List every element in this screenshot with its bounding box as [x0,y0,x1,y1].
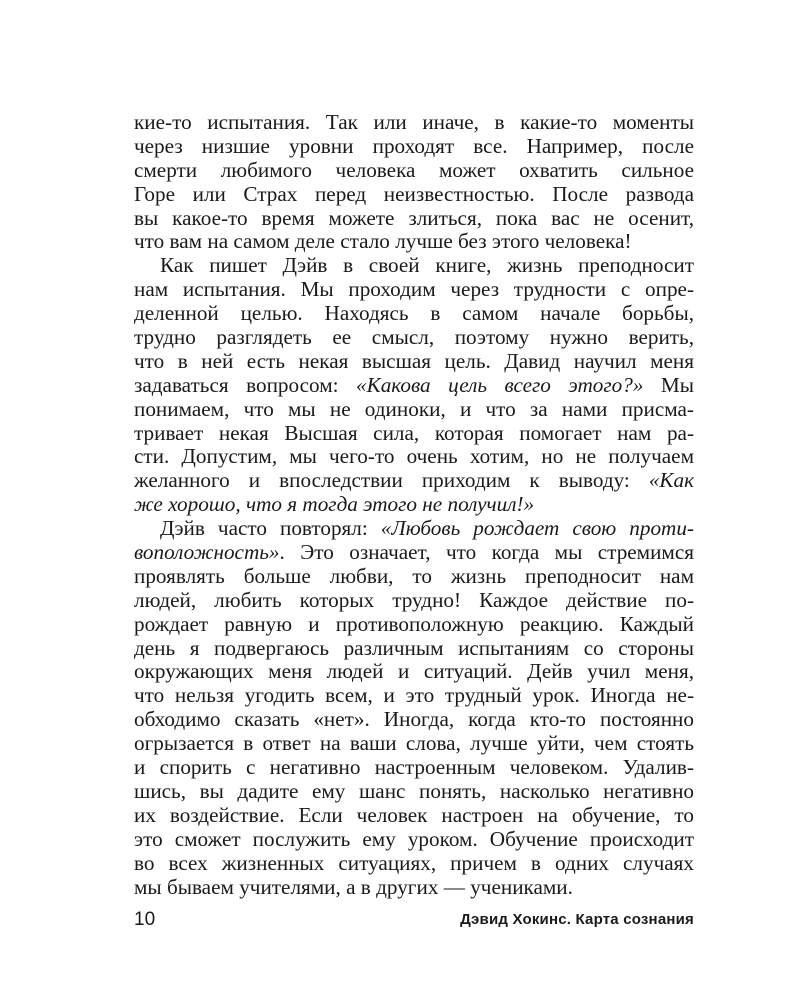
text-line: трудно разглядеть ее смысл, поэтому нужно верить, [134,325,694,350]
text-segment: желанного и впоследствии приходим к выводу: [134,468,649,493]
text-line: обходимо сказать «нет». Иногда, когда кто-то постоянно [134,707,694,732]
text-line [134,374,694,398]
text-line: людей, любить которых трудно! Каждое действие по- [134,587,694,612]
italic-quote: воположность» [134,540,280,565]
text-line: рождает равную и противоположную реакцию. Каждый [134,611,694,636]
text-line: понимаем, что мы не одиноки, и что за нами присма- [134,396,694,421]
text-line: окружающих меня людей и ситуаций. Дейв учил меня, [134,659,694,684]
text-line: во всех жизненных ситуациях, причем в одних случаях [134,850,694,875]
text-line: Как пишет Дэйв в своей книге, жизнь преподносит [160,253,694,278]
text-line: кие-то испытания. Так или иначе, в какие-то моменты [134,110,694,134]
text-line: тривает некая Высшая сила, которая помогает нам ра- [134,420,694,445]
text-line [134,517,694,541]
text-line: огрызается в ответ на ваши слова, лучше уйти, чем стоять [134,731,694,756]
text-segment: Дэйв часто повторял: [160,516,381,541]
text-segment: . Это означает, что когда мы стремимся [279,540,694,565]
text-line: проявлять больше любви, то жизнь преподносит нам [134,563,694,588]
text-line: Горе или Страх перед неизвестностью. После развода [134,181,694,206]
text-line: мы бываем учителями, а в других — учениками. [134,874,573,899]
text-segment: Мы [643,372,694,397]
text-line-italic: же хорошо, что я тогда этого не получил!» [134,492,535,517]
text-line: сти. Допустим, мы чего-то очень хотим, но не получаем [134,444,694,469]
body-text [134,111,694,899]
text-line: смерти любимого человека может охватить сильное [134,157,694,182]
italic-quote: «Любовь рождает свою проти- [380,516,694,541]
text-line [134,469,694,493]
text-line: что нельзя угодить всем, и это трудный урок. Иногда не- [134,683,694,708]
text-line: вы какое-то время можете злиться, пока вас не осенит, [134,205,694,230]
italic-quote: «Какова цель всего этого?» [356,372,644,397]
text-line: деленной целью. Находясь в самом начале борьбы, [134,301,694,326]
text-line: это сможет послужить ему уроком. Обучение происходит [134,826,694,851]
text-line: шись, вы дадите ему шанс понять, насколько негативно [134,778,694,803]
text-line: их воздействие. Если человек настроен на обучение, то [134,802,694,827]
text-line: и спорить с негативно настроенным человеком. Удалив- [134,755,694,780]
text-line: что вам на самом деле стало лучше без этого человека! [134,229,632,254]
text-line [134,541,694,565]
running-title: Дэвид Хокинс. Карта сознания [460,911,694,928]
text-line: через низшие уровни проходят все. Например, после [134,133,694,158]
text-line: нам испытания. Мы проходим через трудности с опре- [134,277,694,302]
page-footer [134,906,694,934]
page-number: 10 [134,909,156,930]
text-line: что в ней есть некая высшая цель. Давид научил меня [134,348,694,373]
text-segment: задаваться вопросом: [134,372,357,397]
text-line: день я подвергаюсь различным испытаниям со стороны [134,635,694,660]
italic-quote: «Как [648,468,694,493]
